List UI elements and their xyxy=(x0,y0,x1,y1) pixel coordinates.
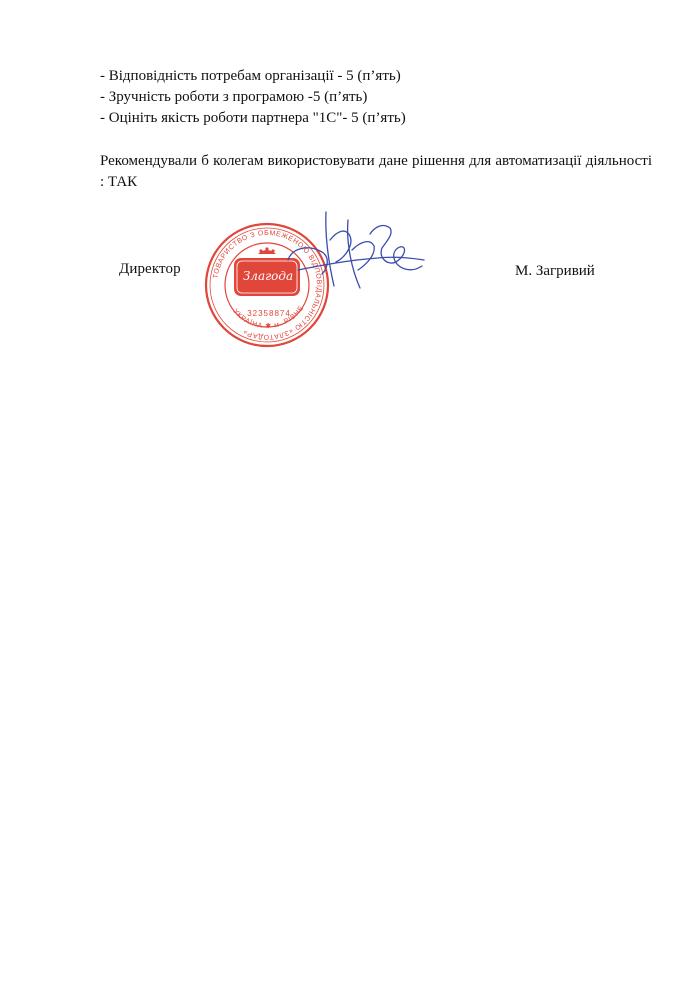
stamp-bottom-text: УКРАЇНА ✱ м. РІВНЕ xyxy=(231,304,306,331)
ratings-list xyxy=(100,66,660,129)
rating-usability: - Зручність роботи з програмою -5 (п’ять) xyxy=(100,89,368,105)
rating-fit-to-needs: - Відповідність потребам організації - 5 (п’ять) xyxy=(100,68,401,84)
stamp-brand-logo: Злагода xyxy=(242,269,294,283)
rating-partner-quality: - Оцініть якість роботи партнера "1С"- 5 (п’ять) xyxy=(100,110,406,126)
signatory-role: Директор xyxy=(119,261,181,277)
stamp-registration-code: 32358874 xyxy=(247,309,291,318)
recommendation-text: Рекомендували б колегам використовувати дане рішення для автоматизації діяльності : ТАК xyxy=(100,153,652,190)
signatory-name: М. Загривий xyxy=(515,263,595,279)
handwritten-signature xyxy=(278,200,428,310)
stamp-ring-text: ТОВАРИСТВО З ОБМЕЖЕНОЮ ВІДПОВІДАЛЬНІСТЮ «ЗЛАТОДАР» xyxy=(212,229,323,341)
